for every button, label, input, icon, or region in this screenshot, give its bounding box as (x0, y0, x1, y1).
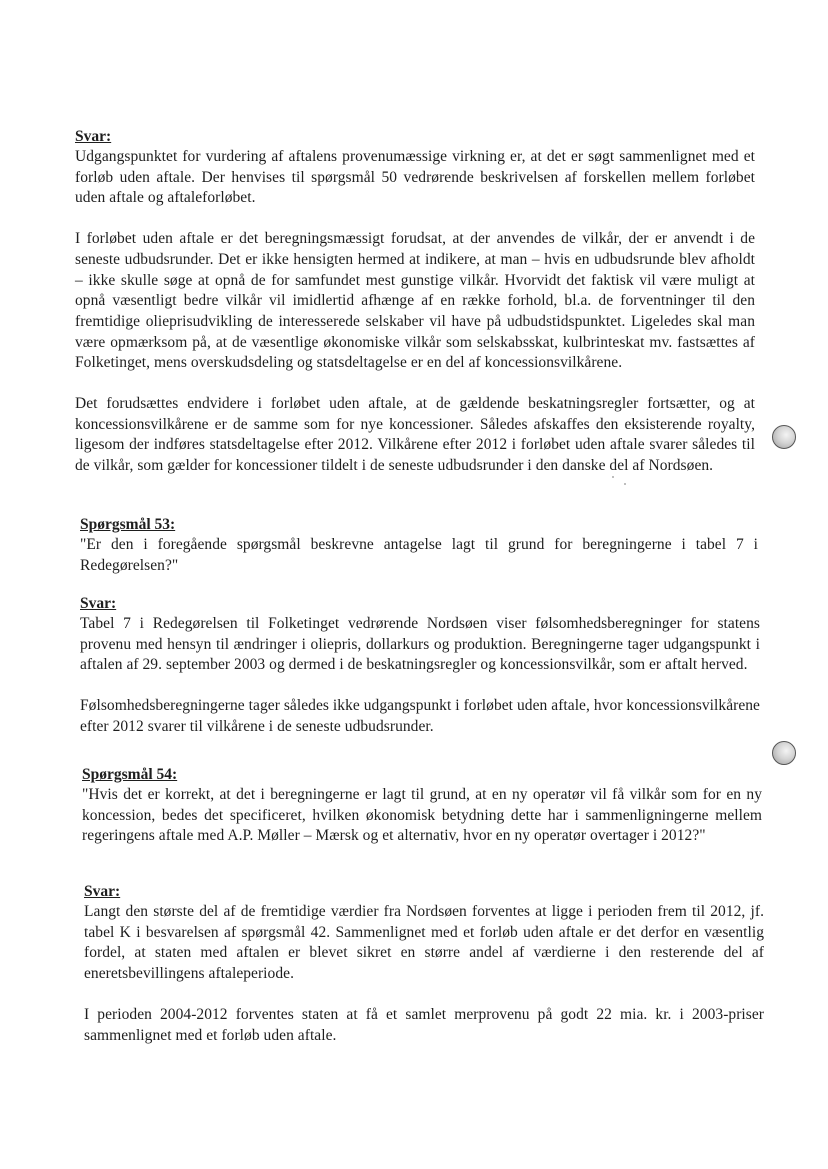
scan-speck (624, 483, 626, 485)
answer-heading: Svar: (84, 883, 121, 900)
answer-paragraph: Udgangspunktet for vurdering af aftalens provenumæssige virkning er, at det er søgt sammenlignet med et forløb uden aftale. Der henvises til spørgsmål 50 vedrørende beskrivelsen af forskellen mellem forløbet uden aftale og aftaleforløbet. (75, 148, 755, 207)
question-heading: Spørgsmål 53: (80, 516, 176, 533)
answer-heading: Svar: (75, 128, 112, 145)
answer-section-2 (80, 594, 760, 738)
question-text: "Er den i foregående spørgsmål beskrevne antagelse lagt til grund for beregningerne i tabel 7 i Redegørelsen?" (80, 536, 758, 574)
answer-paragraph: Det forudsættes endvidere i forløbet uden aftale, at de gældende beskatningsregler fortsætter, og at koncessionsvilkårene er de samme som for nye koncessioner. Således afskaffes den eksisterende royalty, ligesom der indføres statsdeltagelse efter 2012. Vilkårene efter 2012 i forløbet uden aftale svarer således til de vilkår, som gælder for koncessioner tildelt i de seneste udbudsrunder i den danske del af Nordsøen. (75, 395, 755, 475)
answer-section-1 (75, 127, 755, 477)
question-text: "Hvis det er korrekt, at det i beregningerne er lagt til grund, at en ny operatør vil få vilkår som for en ny koncession, bedes det specificeret, hvilken økonomisk betydning dette har i sammenligningerne mellem regeringens aftale med A.P. Møller – Mærsk og et alternativ, hvor en ny operatør overtager i 2012?" (82, 786, 762, 845)
question-53 (80, 515, 758, 576)
question-heading: Spørgsmål 54: (82, 766, 178, 783)
answer-paragraph: Langt den største del af de fremtidige værdier fra Nordsøen forventes at ligge i perioden frem til 2012, jf. tabel K i besvarelsen af spørgsmål 42. Sammenlignet med et forløb uden aftale er det derfor en væsentlig fordel, at staten med aftalen er blevet sikret en større andel af værdierne i den resterende del af eneretsbevillingens aftaleperiode. (84, 903, 764, 983)
answer-heading: Svar: (80, 595, 117, 612)
punch-hole-mark (772, 741, 796, 765)
punch-hole-mark (772, 425, 796, 449)
answer-paragraph: Tabel 7 i Redegørelsen til Folketinget vedrørende Nordsøen viser følsomhedsberegninger for statens provenu med hensyn til ændringer i oliepris, dollarkurs og produktion. Beregningerne tager udgangspunkt i aftalen af 29. september 2003 og dermed i de beskatningsregler og koncessionsvilkår, som er aftalt herved. (80, 615, 760, 674)
answer-paragraph: I perioden 2004-2012 forventes staten at få et samlet merprovenu på godt 22 mia. kr. i 2003-priser sammenlignet med et forløb uden aftale. (84, 1005, 764, 1044)
question-54 (82, 765, 762, 847)
answer-paragraph: I forløbet uden aftale er det beregningsmæssigt forudsat, at der anvendes de vilkår, der er anvendt i de seneste udbudsrunder. Det er ikke hensigten hermed at indikere, at man – hvis en udbudsrunde blev afholdt – ikke skulle søge at opnå de for samfundet mest gunstige vilkår. Hvorvidt det faktisk vil være muligt at opnå væsentligt bedre vilkår vil imidlertid afhænge af en række forhold, bl.a. de forventninger til den fremtidige olieprisudvikling de interesserede selskaber vil have på udbudstidspunktet. Ligeledes skal man være opmærksom på, at de væsentlige økonomiske vilkår som selskabsskat, kulbrinteskat mv. fastsættes af Folketinget, mens overskudsdeling og statsdeltagelse er en del af koncessionsvilkårene. (75, 230, 755, 372)
answer-paragraph: Følsomhedsberegningerne tager således ikke udgangspunkt i forløbet uden aftale, hvor koncessionsvilkårene efter 2012 svarer til vilkårene i de seneste udbudsrunder. (80, 697, 760, 735)
answer-section-3 (84, 882, 764, 1046)
scan-speck (612, 476, 614, 478)
